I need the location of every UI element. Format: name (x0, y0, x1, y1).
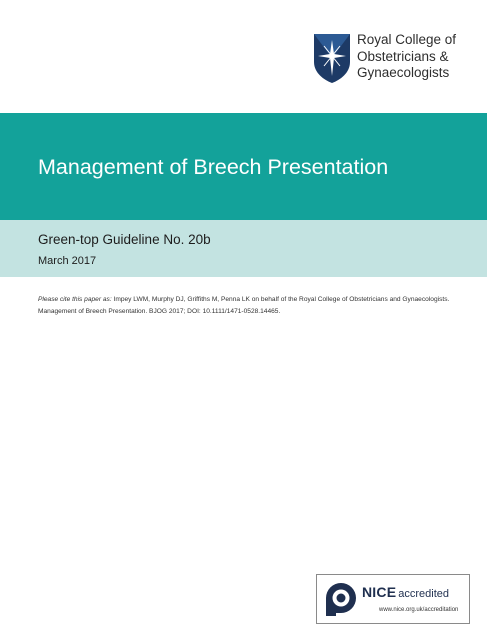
citation (38, 294, 458, 318)
nice-brand-name: NICE (362, 584, 397, 600)
guideline-number: Green-top Guideline No. 20b (38, 232, 211, 247)
organisation-name-line: Royal College of (357, 32, 457, 47)
document-title: Management of Breech Presentation (38, 155, 389, 179)
organisation-name-line: Obstetricians & (357, 48, 449, 64)
organisation-name (357, 32, 456, 82)
nice-accredited-mark-icon (322, 580, 360, 620)
guideline-date: March 2017 (38, 255, 97, 267)
nice-accreditation-url: www.nice.org.uk/accreditation (379, 607, 459, 613)
citation-lead: Please cite this paper as: (38, 296, 112, 303)
nice-accredited-badge (316, 574, 470, 624)
citation-text: Impey LWM, Murphy DJ, Griffiths M, Penna LK on behalf of the Royal College of Obstetricians and Gynaecologists. Management of Breech Presentation. BJOG 2017; DOI: 10.1111/1471-0528.14465. (38, 296, 450, 315)
nice-brand-label: accredited (398, 588, 450, 600)
guideline-band (0, 220, 487, 277)
organisation-name-line: Gynaecologists (357, 65, 450, 80)
title-band (0, 113, 487, 220)
nice-brand (362, 584, 449, 602)
rcog-shield-star-icon (312, 32, 352, 84)
rcog-logo (312, 32, 472, 88)
